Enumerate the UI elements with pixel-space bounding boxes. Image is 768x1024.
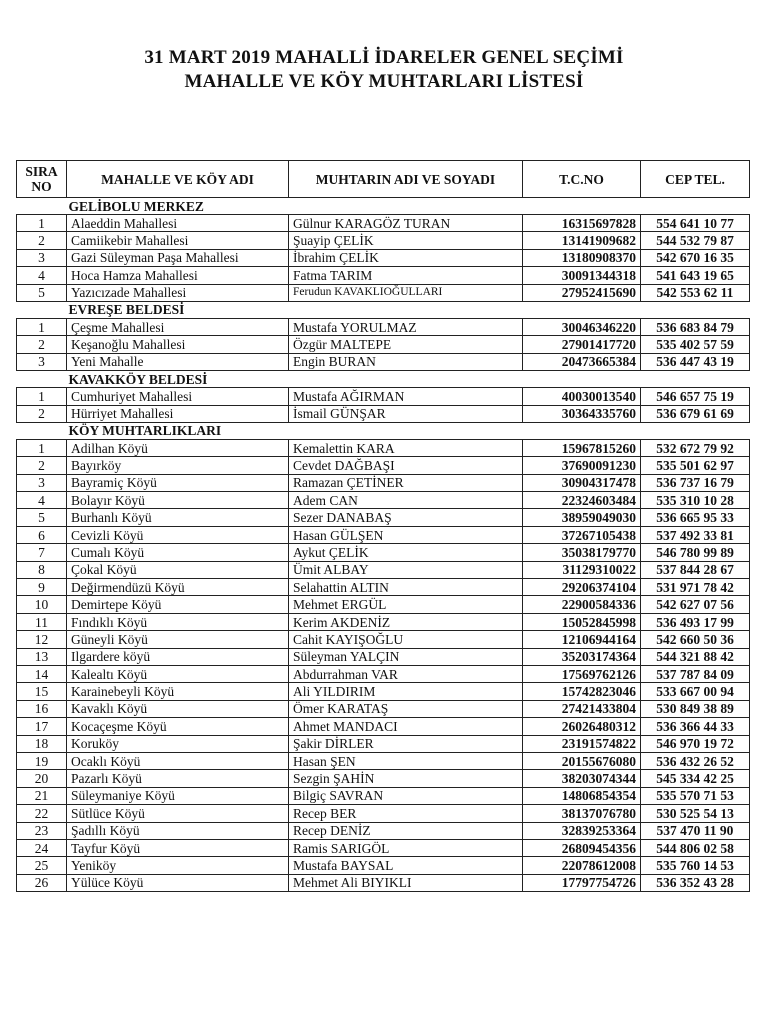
- row-muhtar-name: Aykut ÇELİK: [289, 544, 523, 561]
- row-muhtar-name: Adem CAN: [289, 492, 523, 509]
- row-muhtar-name: Fatma TARIM: [289, 267, 523, 284]
- row-place-name: Keşanoğlu Mahallesi: [67, 336, 289, 353]
- table-row: [17, 700, 750, 717]
- header-tel: CEP TEL.: [641, 161, 750, 198]
- row-number: 7: [17, 544, 67, 561]
- row-tc-no: 26809454356: [523, 839, 641, 856]
- row-muhtar-name: Recep DENİZ: [289, 822, 523, 839]
- row-number: 4: [17, 267, 67, 284]
- row-number: 1: [17, 318, 67, 335]
- row-place-name: Hoca Hamza Mahallesi: [67, 267, 289, 284]
- row-phone: 536 493 17 99: [641, 613, 750, 630]
- row-phone: 536 352 43 28: [641, 874, 750, 891]
- row-number: 4: [17, 492, 67, 509]
- row-place-name: Kalealtı Köyü: [67, 665, 289, 682]
- row-number: 2: [17, 336, 67, 353]
- row-muhtar-name: Mustafa BAYSAL: [289, 857, 523, 874]
- row-phone: 533 667 00 94: [641, 683, 750, 700]
- row-tc-no: 30046346220: [523, 318, 641, 335]
- row-place-name: Yeniköy: [67, 857, 289, 874]
- row-tc-no: 22324603484: [523, 492, 641, 509]
- header-name: MAHALLE VE KÖY ADI: [67, 161, 289, 198]
- row-muhtar-name: Kerim AKDENİZ: [289, 613, 523, 630]
- row-tc-no: 16315697828: [523, 215, 641, 232]
- row-tc-no: 13180908370: [523, 249, 641, 266]
- row-phone: 536 366 44 33: [641, 718, 750, 735]
- row-phone: 530 849 38 89: [641, 700, 750, 717]
- row-number: 1: [17, 439, 67, 456]
- row-number: 5: [17, 284, 67, 301]
- row-place-name: Tayfur Köyü: [67, 839, 289, 856]
- row-place-name: Cumhuriyet Mahallesi: [67, 388, 289, 405]
- row-number: 2: [17, 232, 67, 249]
- table-row: [17, 353, 750, 370]
- table-row: [17, 665, 750, 682]
- section-header-row: [17, 198, 750, 215]
- row-phone: 535 310 10 28: [641, 492, 750, 509]
- row-place-name: Koruköy: [67, 735, 289, 752]
- section-header-row: [17, 371, 750, 388]
- row-tc-no: 31129310022: [523, 561, 641, 578]
- row-muhtar-name: Selahattin ALTIN: [289, 579, 523, 596]
- row-place-name: Güneyli Köyü: [67, 631, 289, 648]
- row-tc-no: 23191574822: [523, 735, 641, 752]
- row-place-name: Kavaklı Köyü: [67, 700, 289, 717]
- table-row: [17, 839, 750, 856]
- header-no-line2: NO: [31, 179, 52, 194]
- row-tc-no: 38959049030: [523, 509, 641, 526]
- row-phone: 530 525 54 13: [641, 805, 750, 822]
- table-row: [17, 770, 750, 787]
- table-row: [17, 405, 750, 422]
- row-place-name: Kocaçeşme Köyü: [67, 718, 289, 735]
- row-place-name: Ocaklı Köyü: [67, 752, 289, 769]
- row-muhtar-name: Şuayip ÇELİK: [289, 232, 523, 249]
- row-tc-no: 22078612008: [523, 857, 641, 874]
- row-tc-no: 27421433804: [523, 700, 641, 717]
- row-number: 15: [17, 683, 67, 700]
- row-tc-no: 38203074344: [523, 770, 641, 787]
- row-tc-no: 27901417720: [523, 336, 641, 353]
- row-place-name: Camiikebir Mahallesi: [67, 232, 289, 249]
- row-tc-no: 30904317478: [523, 474, 641, 491]
- row-tc-no: 12106944164: [523, 631, 641, 648]
- section-title: KÖY MUHTARLIKLARI: [17, 422, 750, 439]
- row-number: 5: [17, 509, 67, 526]
- row-muhtar-name: Ömer KARATAŞ: [289, 700, 523, 717]
- row-tc-no: 40030013540: [523, 388, 641, 405]
- row-muhtar-name: Sezgin ŞAHİN: [289, 770, 523, 787]
- row-muhtar-name: Cevdet DAĞBAŞI: [289, 457, 523, 474]
- row-number: 3: [17, 249, 67, 266]
- row-muhtar-name: Sezer DANABAŞ: [289, 509, 523, 526]
- table-header-row: [17, 161, 750, 198]
- row-place-name: Çeşme Mahallesi: [67, 318, 289, 335]
- section-header-row: [17, 301, 750, 318]
- row-muhtar-name: Hasan GÜLŞEN: [289, 526, 523, 543]
- row-number: 2: [17, 405, 67, 422]
- row-number: 1: [17, 388, 67, 405]
- table-row: [17, 318, 750, 335]
- row-phone: 535 402 57 59: [641, 336, 750, 353]
- row-phone: 544 806 02 58: [641, 839, 750, 856]
- row-place-name: Gazi Süleyman Paşa Mahallesi: [67, 249, 289, 266]
- table-row: [17, 474, 750, 491]
- row-muhtar-name: Mehmet Ali BIYIKLI: [289, 874, 523, 891]
- row-place-name: Yeni Mahalle: [67, 353, 289, 370]
- row-muhtar-name: Mustafa AĞIRMAN: [289, 388, 523, 405]
- row-number: 22: [17, 805, 67, 822]
- row-tc-no: 26026480312: [523, 718, 641, 735]
- row-tc-no: 14806854354: [523, 787, 641, 804]
- row-tc-no: 20473665384: [523, 353, 641, 370]
- row-muhtar-name: Süleyman YALÇIN: [289, 648, 523, 665]
- row-place-name: Demirtepe Köyü: [67, 596, 289, 613]
- row-number: 2: [17, 457, 67, 474]
- table-body: [17, 198, 750, 892]
- row-muhtar-name: Recep BER: [289, 805, 523, 822]
- table-row: [17, 857, 750, 874]
- row-muhtar-name: Engin BURAN: [289, 353, 523, 370]
- row-number: 21: [17, 787, 67, 804]
- row-phone: 537 844 28 67: [641, 561, 750, 578]
- row-muhtar-name: Ahmet MANDACI: [289, 718, 523, 735]
- row-tc-no: 37267105438: [523, 526, 641, 543]
- header-no-line1: SIRA: [25, 164, 58, 179]
- section-title: GELİBOLU MERKEZ: [17, 198, 750, 215]
- header-muhtar: MUHTARIN ADI VE SOYADI: [289, 161, 523, 198]
- row-phone: 546 970 19 72: [641, 735, 750, 752]
- table-row: [17, 336, 750, 353]
- row-tc-no: 17797754726: [523, 874, 641, 891]
- table-row: [17, 648, 750, 665]
- table-row: [17, 215, 750, 232]
- row-tc-no: 38137076780: [523, 805, 641, 822]
- row-place-name: Alaeddin Mahallesi: [67, 215, 289, 232]
- row-place-name: Bayramiç Köyü: [67, 474, 289, 491]
- row-tc-no: 30091344318: [523, 267, 641, 284]
- table-row: [17, 267, 750, 284]
- section-title: KAVAKKÖY BELDESİ: [17, 371, 750, 388]
- row-tc-no: 20155676080: [523, 752, 641, 769]
- row-phone: 542 660 50 36: [641, 631, 750, 648]
- row-number: 3: [17, 474, 67, 491]
- row-muhtar-name: Kemalettin KARA: [289, 439, 523, 456]
- row-muhtar-name: Mustafa YORULMAZ: [289, 318, 523, 335]
- table-row: [17, 284, 750, 301]
- row-phone: 542 670 16 35: [641, 249, 750, 266]
- document-title: [0, 46, 768, 94]
- row-phone: 537 492 33 81: [641, 526, 750, 543]
- row-place-name: Ilgardere köyü: [67, 648, 289, 665]
- row-muhtar-name: Şakir DİRLER: [289, 735, 523, 752]
- row-tc-no: 13141909682: [523, 232, 641, 249]
- table-row: [17, 822, 750, 839]
- title-line-1: 31 MART 2019 MAHALLİ İDARELER GENEL SEÇİMİ: [144, 47, 624, 68]
- row-tc-no: 22900584336: [523, 596, 641, 613]
- row-tc-no: 35038179770: [523, 544, 641, 561]
- row-muhtar-name: Gülnur KARAGÖZ TURAN: [289, 215, 523, 232]
- row-number: 9: [17, 579, 67, 596]
- table-row: [17, 492, 750, 509]
- table-row: [17, 457, 750, 474]
- table-row: [17, 509, 750, 526]
- row-phone: 541 643 19 65: [641, 267, 750, 284]
- row-phone: 536 447 43 19: [641, 353, 750, 370]
- table-row: [17, 683, 750, 700]
- row-place-name: Pazarlı Köyü: [67, 770, 289, 787]
- row-phone: 544 532 79 87: [641, 232, 750, 249]
- row-phone: 531 971 78 42: [641, 579, 750, 596]
- row-phone: 545 334 42 25: [641, 770, 750, 787]
- row-place-name: Hürriyet Mahallesi: [67, 405, 289, 422]
- row-muhtar-name: Ferudun KAVAKLIOĞULLARI: [289, 284, 523, 301]
- table-row: [17, 874, 750, 891]
- row-phone: 532 672 79 92: [641, 439, 750, 456]
- row-tc-no: 15742823046: [523, 683, 641, 700]
- table-row: [17, 787, 750, 804]
- row-tc-no: 27952415690: [523, 284, 641, 301]
- row-tc-no: 15967815260: [523, 439, 641, 456]
- row-phone: 536 683 84 79: [641, 318, 750, 335]
- row-phone: 536 665 95 33: [641, 509, 750, 526]
- row-muhtar-name: İsmail GÜNŞAR: [289, 405, 523, 422]
- table-row: [17, 735, 750, 752]
- row-number: 25: [17, 857, 67, 874]
- row-number: 17: [17, 718, 67, 735]
- row-tc-no: 35203174364: [523, 648, 641, 665]
- row-muhtar-name: Mehmet ERGÜL: [289, 596, 523, 613]
- header-sira-no: [17, 161, 67, 198]
- row-tc-no: 15052845998: [523, 613, 641, 630]
- row-place-name: Yülüce Köyü: [67, 874, 289, 891]
- row-place-name: Çokal Köyü: [67, 561, 289, 578]
- title-line-2: MAHALLE VE KÖY MUHTARLARI LİSTESİ: [184, 71, 584, 92]
- row-number: 3: [17, 353, 67, 370]
- table-row: [17, 805, 750, 822]
- row-number: 23: [17, 822, 67, 839]
- row-place-name: Bayırköy: [67, 457, 289, 474]
- row-phone: 536 737 16 79: [641, 474, 750, 491]
- row-muhtar-name: Bilgiç SAVRAN: [289, 787, 523, 804]
- row-place-name: Karainebeyli Köyü: [67, 683, 289, 700]
- row-number: 10: [17, 596, 67, 613]
- row-place-name: Cevizli Köyü: [67, 526, 289, 543]
- section-header-row: [17, 422, 750, 439]
- row-phone: 544 321 88 42: [641, 648, 750, 665]
- row-muhtar-name: İbrahim ÇELİK: [289, 249, 523, 266]
- row-phone: 536 679 61 69: [641, 405, 750, 422]
- table-row: [17, 526, 750, 543]
- table-row: [17, 249, 750, 266]
- row-phone: 535 570 71 53: [641, 787, 750, 804]
- row-place-name: Şadıllı Köyü: [67, 822, 289, 839]
- table-row: [17, 544, 750, 561]
- table-row: [17, 631, 750, 648]
- row-phone: 546 657 75 19: [641, 388, 750, 405]
- table-row: [17, 232, 750, 249]
- row-place-name: Burhanlı Köyü: [67, 509, 289, 526]
- row-phone: 535 501 62 97: [641, 457, 750, 474]
- row-tc-no: 32839253364: [523, 822, 641, 839]
- row-number: 20: [17, 770, 67, 787]
- section-title: EVREŞE BELDESİ: [17, 301, 750, 318]
- row-place-name: Süleymaniye Köyü: [67, 787, 289, 804]
- row-number: 19: [17, 752, 67, 769]
- row-number: 13: [17, 648, 67, 665]
- row-number: 24: [17, 839, 67, 856]
- row-number: 16: [17, 700, 67, 717]
- row-muhtar-name: Hasan ŞEN: [289, 752, 523, 769]
- row-tc-no: 30364335760: [523, 405, 641, 422]
- row-muhtar-name: Ali YILDIRIM: [289, 683, 523, 700]
- row-number: 1: [17, 215, 67, 232]
- row-phone: 546 780 99 89: [641, 544, 750, 561]
- row-tc-no: 37690091230: [523, 457, 641, 474]
- row-muhtar-name: Ramazan ÇETİNER: [289, 474, 523, 491]
- table-row: [17, 752, 750, 769]
- row-phone: 537 787 84 09: [641, 665, 750, 682]
- row-phone: 542 553 62 11: [641, 284, 750, 301]
- table-row: [17, 596, 750, 613]
- row-number: 18: [17, 735, 67, 752]
- row-muhtar-name: Ramis SARIGÖL: [289, 839, 523, 856]
- row-place-name: Bolayır Köyü: [67, 492, 289, 509]
- row-phone: 554 641 10 77: [641, 215, 750, 232]
- row-phone: 535 760 14 53: [641, 857, 750, 874]
- row-tc-no: 29206374104: [523, 579, 641, 596]
- row-number: 11: [17, 613, 67, 630]
- row-number: 6: [17, 526, 67, 543]
- row-phone: 536 432 26 52: [641, 752, 750, 769]
- row-number: 12: [17, 631, 67, 648]
- row-place-name: Değirmendüzü Köyü: [67, 579, 289, 596]
- row-tc-no: 17569762126: [523, 665, 641, 682]
- row-place-name: Cumalı Köyü: [67, 544, 289, 561]
- row-place-name: Sütlüce Köyü: [67, 805, 289, 822]
- table-row: [17, 579, 750, 596]
- header-tc: T.C.NO: [523, 161, 641, 198]
- row-muhtar-name: Ümit ALBAY: [289, 561, 523, 578]
- row-place-name: Fındıklı Köyü: [67, 613, 289, 630]
- row-muhtar-name: Abdurrahman VAR: [289, 665, 523, 682]
- row-place-name: Adilhan Köyü: [67, 439, 289, 456]
- table-row: [17, 718, 750, 735]
- row-number: 26: [17, 874, 67, 891]
- row-number: 8: [17, 561, 67, 578]
- table-row: [17, 613, 750, 630]
- table-row: [17, 388, 750, 405]
- row-number: 14: [17, 665, 67, 682]
- table-row: [17, 561, 750, 578]
- row-place-name: Yazıcızade Mahallesi: [67, 284, 289, 301]
- muhtar-table: [16, 160, 750, 892]
- row-phone: 542 627 07 56: [641, 596, 750, 613]
- table-row: [17, 439, 750, 456]
- row-muhtar-name: Cahit KAYIŞOĞLU: [289, 631, 523, 648]
- row-phone: 537 470 11 90: [641, 822, 750, 839]
- row-muhtar-name: Özgür MALTEPE: [289, 336, 523, 353]
